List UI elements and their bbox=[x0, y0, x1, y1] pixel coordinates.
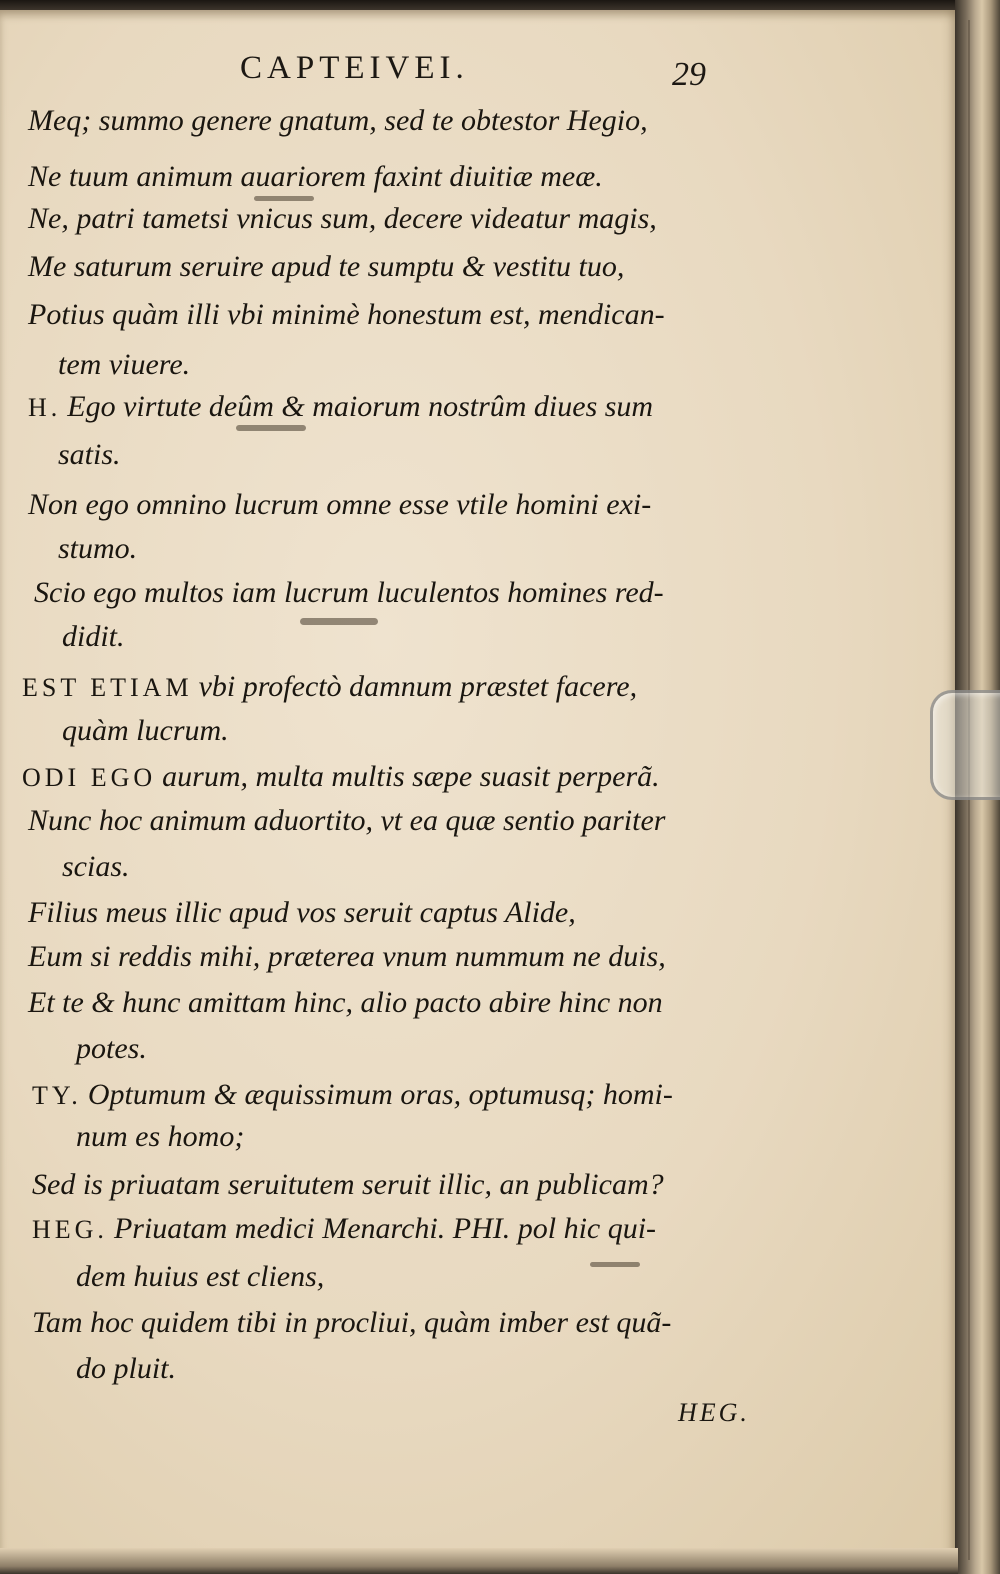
text-line: do pluit. bbox=[76, 1352, 177, 1385]
bottom-edge-shadow bbox=[0, 1548, 958, 1574]
text-line: EST ETIAM vbi profectò damnum præstet facere, bbox=[22, 670, 638, 703]
text-line: dem huius est cliens, bbox=[76, 1260, 325, 1293]
ink-smudge bbox=[590, 1262, 640, 1267]
ink-smudge bbox=[254, 196, 314, 201]
text-line: HEG. Priuatam medici Menarchi. PHI. pol hic qui- bbox=[32, 1212, 657, 1245]
catchword: HEG. bbox=[678, 1398, 750, 1427]
text-line: TY. Optumum & æquissimum oras, optumusq; homi- bbox=[32, 1078, 673, 1111]
text-line: Non ego omnino lucrum omne esse vtile homini exi- bbox=[28, 488, 652, 521]
text-line: Et te & hunc amittam hinc, alio pacto abire hinc non bbox=[28, 986, 663, 1019]
text-line: num es homo; bbox=[76, 1120, 245, 1153]
text-line: Nunc hoc animum aduortito, vt ea quæ sentio pariter bbox=[28, 804, 666, 837]
text-line: H. Ego virtute deûm & maiorum nostrûm diues sum bbox=[28, 390, 654, 423]
ink-smudge bbox=[236, 425, 306, 431]
text-line: stumo. bbox=[58, 532, 138, 565]
text-line: Potius quàm illi vbi minimè honestum est, mendican- bbox=[28, 298, 665, 331]
text-line: Meq; summo genere gnatum, sed te obtestor Hegio, bbox=[28, 104, 648, 137]
text-line: Ne, patri tametsi vnicus sum, decere videatur magis, bbox=[28, 202, 657, 235]
text-line: satis. bbox=[58, 438, 121, 471]
text-line: Filius meus illic apud vos seruit captus Alide, bbox=[28, 896, 576, 929]
text-line: scias. bbox=[62, 850, 130, 883]
text-line: Tam hoc quidem tibi in procliui, quàm imber est quã- bbox=[32, 1306, 672, 1339]
text-line: Ne tuum animum auariorem faxint diuitiæ meæ. bbox=[28, 160, 603, 193]
text-line: ODI EGO aurum, multa multis sæpe suasit perperã. bbox=[22, 760, 660, 793]
running-head: CAPTEIVEI. bbox=[240, 50, 469, 86]
ink-smudge bbox=[300, 618, 378, 625]
text-line: Sed is priuatam seruitutem seruit illic, an publicam? bbox=[32, 1168, 664, 1201]
text-line: potes. bbox=[76, 1032, 147, 1065]
text-line: tem viuere. bbox=[58, 348, 191, 381]
text-line: Eum si reddis mihi, præterea vnum nummum ne duis, bbox=[28, 940, 666, 973]
page-clip bbox=[930, 690, 1000, 800]
text-line: quàm lucrum. bbox=[62, 714, 229, 747]
text-line: Me saturum seruire apud te sumptu & vestitu tuo, bbox=[28, 250, 625, 283]
text-line: didit. bbox=[62, 620, 125, 653]
text-line: Scio ego multos iam lucrum luculentos homines red- bbox=[34, 576, 664, 609]
page-number: 29 bbox=[672, 56, 706, 93]
